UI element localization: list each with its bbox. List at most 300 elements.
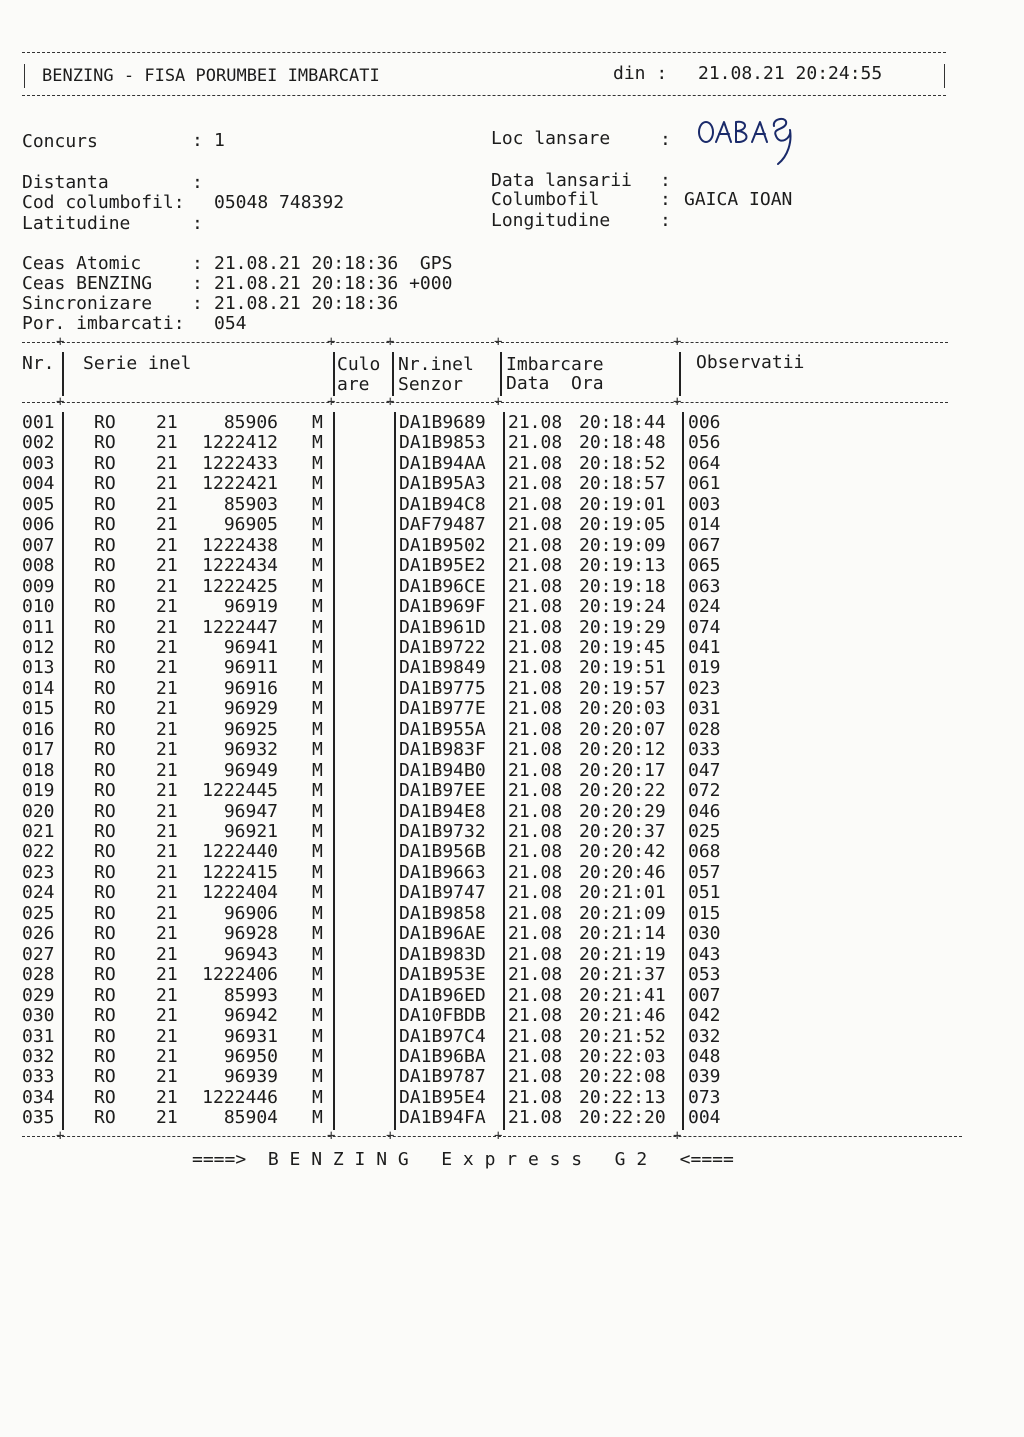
cell-date: 21.08 xyxy=(508,739,563,761)
sincronizare-value: 21.08.21 20:18:36 xyxy=(214,293,399,314)
cell-date: 21.08 xyxy=(508,841,563,863)
longitudine-label: Longitudine xyxy=(491,210,611,231)
cell-sex: M xyxy=(312,1086,323,1108)
table-row xyxy=(22,1108,742,1129)
cell-year: 21 xyxy=(156,821,178,842)
cell-time: 20:19:05 xyxy=(579,514,666,536)
cell-time: 20:18:57 xyxy=(579,473,666,495)
table-row xyxy=(22,761,742,782)
sincronizare-colon: : xyxy=(192,293,203,314)
cell-date: 21.08 xyxy=(508,698,563,720)
cell-ring-number: 96932 xyxy=(223,739,278,761)
cell-observatii: 068 xyxy=(688,841,721,863)
concurs-colon: : xyxy=(192,130,203,151)
cell-nr: 023 xyxy=(22,861,55,883)
cell-nr: 024 xyxy=(22,882,55,904)
cell-country: RO xyxy=(94,412,116,433)
cell-sex: M xyxy=(312,514,323,536)
cell-country: RO xyxy=(94,739,116,761)
cell-observatii: 047 xyxy=(688,759,721,781)
col-header-imbarcare-bottom: Data Ora xyxy=(506,373,604,394)
cell-nr: 027 xyxy=(22,943,55,965)
col-header-nr: Nr. xyxy=(22,353,55,374)
cell-date: 21.08 xyxy=(508,452,563,474)
cell-country: RO xyxy=(94,677,116,699)
cell-country: RO xyxy=(94,902,116,924)
cell-country: RO xyxy=(94,821,116,842)
cell-time: 20:18:44 xyxy=(579,412,666,433)
cell-country: RO xyxy=(94,984,116,1006)
cell-time: 20:20:17 xyxy=(579,759,666,781)
cell-year: 21 xyxy=(156,1025,178,1047)
table-row xyxy=(22,1088,742,1109)
cell-sensor-ring: DA1B953E xyxy=(399,964,486,986)
cell-observatii: 046 xyxy=(688,800,721,822)
cell-observatii: 019 xyxy=(688,657,721,679)
cell-date: 21.08 xyxy=(508,882,563,904)
table-row xyxy=(22,454,742,475)
header-bottom-border xyxy=(22,95,946,96)
cell-country: RO xyxy=(94,657,116,679)
table-row xyxy=(22,433,742,454)
cell-date: 21.08 xyxy=(508,596,563,618)
cell-country: RO xyxy=(94,964,116,986)
cell-observatii: 043 xyxy=(688,943,721,965)
table-row xyxy=(22,597,742,618)
cell-time: 20:19:29 xyxy=(579,616,666,638)
cell-nr: 016 xyxy=(22,718,55,740)
cell-nr: 032 xyxy=(22,1045,55,1067)
cell-observatii: 030 xyxy=(688,923,721,945)
cell-year: 21 xyxy=(156,636,178,658)
cell-sex: M xyxy=(312,1045,323,1067)
column-separator xyxy=(500,352,502,396)
cell-nr: 008 xyxy=(22,555,55,577)
cell-sex: M xyxy=(312,718,323,740)
cell-time: 20:20:03 xyxy=(579,698,666,720)
cell-country: RO xyxy=(94,514,116,536)
table-row xyxy=(22,536,742,557)
cell-country: RO xyxy=(94,596,116,618)
cell-time: 20:19:24 xyxy=(579,596,666,618)
header-top-border xyxy=(22,52,946,53)
cell-observatii: 014 xyxy=(688,514,721,536)
cell-date: 21.08 xyxy=(508,923,563,945)
ceas-atomic-value: 21.08.21 20:18:36 GPS xyxy=(214,253,453,274)
cell-nr: 022 xyxy=(22,841,55,863)
cell-nr: 030 xyxy=(22,1005,55,1027)
cell-observatii: 033 xyxy=(688,739,721,761)
cell-sensor-ring: DA1B94B0 xyxy=(399,759,486,781)
table-row xyxy=(22,577,742,598)
cell-observatii: 064 xyxy=(688,452,721,474)
cell-sensor-ring: DA1B956B xyxy=(399,841,486,863)
cell-time: 20:20:46 xyxy=(579,861,666,883)
cell-sex: M xyxy=(312,984,323,1006)
cell-year: 21 xyxy=(156,1066,178,1088)
cell-sensor-ring: DA1B96CE xyxy=(399,575,486,597)
table-row xyxy=(22,781,742,802)
cell-sensor-ring: DA1B9747 xyxy=(399,882,486,904)
cell-country: RO xyxy=(94,452,116,474)
cell-nr: 010 xyxy=(22,596,55,618)
cell-sex: M xyxy=(312,493,323,515)
cell-sex: M xyxy=(312,432,323,454)
cell-sensor-ring: DA1B97EE xyxy=(399,780,486,802)
cell-observatii: 023 xyxy=(688,677,721,699)
cell-nr: 012 xyxy=(22,636,55,658)
cell-date: 21.08 xyxy=(508,1025,563,1047)
cell-sensor-ring: DA1B9663 xyxy=(399,861,486,883)
cell-observatii: 007 xyxy=(688,984,721,1006)
cell-year: 21 xyxy=(156,432,178,454)
cell-nr: 013 xyxy=(22,657,55,679)
cell-nr: 001 xyxy=(22,412,55,433)
cell-time: 20:19:09 xyxy=(579,534,666,556)
cell-time: 20:22:08 xyxy=(579,1066,666,1088)
table-corner-mark: + xyxy=(494,334,503,350)
cell-sex: M xyxy=(312,534,323,556)
cell-date: 21.08 xyxy=(508,432,563,454)
ceas-benzing-value: 21.08.21 20:18:36 +000 xyxy=(214,273,453,294)
cell-sex: M xyxy=(312,1025,323,1047)
cell-sensor-ring: DA10FBDB xyxy=(399,1005,486,1027)
table-row xyxy=(22,556,742,577)
cell-time: 20:21:01 xyxy=(579,882,666,904)
cell-time: 20:20:12 xyxy=(579,739,666,761)
col-header-serie-inel: Serie inel xyxy=(83,353,192,374)
cell-date: 21.08 xyxy=(508,943,563,965)
cell-date: 21.08 xyxy=(508,534,563,556)
cell-time: 20:22:03 xyxy=(579,1045,666,1067)
cell-year: 21 xyxy=(156,698,178,720)
cell-sex: M xyxy=(312,555,323,577)
table-corner-mark: + xyxy=(386,394,395,410)
footer-banner: ====> B E N Z I N G E x p r e s s G 2 <==== xyxy=(192,1149,734,1170)
table-corner-mark: + xyxy=(386,334,395,350)
cell-date: 21.08 xyxy=(508,514,563,536)
cell-year: 21 xyxy=(156,923,178,945)
table-row xyxy=(22,679,742,700)
cell-time: 20:19:18 xyxy=(579,575,666,597)
cell-sensor-ring: DA1B96AE xyxy=(399,923,486,945)
cell-ring-number: 1222415 xyxy=(202,861,278,883)
cell-country: RO xyxy=(94,432,116,454)
cell-time: 20:21:41 xyxy=(579,984,666,1006)
cell-ring-number: 1222447 xyxy=(202,616,278,638)
column-separator xyxy=(392,352,394,396)
cell-sensor-ring: DA1B96ED xyxy=(399,984,486,1006)
cell-year: 21 xyxy=(156,1005,178,1027)
loc-lansare-handwritten-value xyxy=(694,112,806,176)
cell-nr: 033 xyxy=(22,1066,55,1088)
cell-year: 21 xyxy=(156,1107,178,1129)
column-separator xyxy=(333,352,335,396)
cell-year: 21 xyxy=(156,780,178,802)
cell-sex: M xyxy=(312,677,323,699)
cell-ring-number: 96919 xyxy=(223,596,278,618)
cell-nr: 018 xyxy=(22,759,55,781)
cell-time: 20:20:07 xyxy=(579,718,666,740)
cell-country: RO xyxy=(94,493,116,515)
cell-ring-number: 96911 xyxy=(223,657,278,679)
cell-country: RO xyxy=(94,923,116,945)
cell-time: 20:19:57 xyxy=(579,677,666,699)
table-corner-mark: + xyxy=(673,394,682,410)
cell-time: 20:22:13 xyxy=(579,1086,666,1108)
cell-year: 21 xyxy=(156,473,178,495)
cell-country: RO xyxy=(94,636,116,658)
columbofil-value: GAICA IOAN xyxy=(684,189,793,210)
concurs-label: Concurs xyxy=(22,131,98,152)
cell-nr: 035 xyxy=(22,1107,55,1129)
cell-observatii: 057 xyxy=(688,861,721,883)
cell-country: RO xyxy=(94,575,116,597)
cell-year: 21 xyxy=(156,452,178,474)
cell-sex: M xyxy=(312,473,323,495)
cell-nr: 015 xyxy=(22,698,55,720)
cell-observatii: 003 xyxy=(688,493,721,515)
cell-year: 21 xyxy=(156,616,178,638)
cell-sex: M xyxy=(312,821,323,842)
table-corner-mark: + xyxy=(494,394,503,410)
table-corner-mark: + xyxy=(494,1128,503,1144)
latitudine-colon: : xyxy=(192,213,203,234)
cell-time: 20:22:20 xyxy=(579,1107,666,1129)
cell-ring-number: 1222438 xyxy=(202,534,278,556)
longitudine-colon: : xyxy=(660,210,671,231)
cell-observatii: 065 xyxy=(688,555,721,577)
distanta-label: Distanta xyxy=(22,172,109,193)
cell-nr: 031 xyxy=(22,1025,55,1047)
cell-sex: M xyxy=(312,412,323,433)
cell-year: 21 xyxy=(156,412,178,433)
cell-time: 20:21:52 xyxy=(579,1025,666,1047)
cell-nr: 021 xyxy=(22,821,55,842)
cell-year: 21 xyxy=(156,596,178,618)
cell-nr: 014 xyxy=(22,677,55,699)
cell-sensor-ring: DA1B94FA xyxy=(399,1107,486,1129)
table-top-rule xyxy=(22,342,948,343)
cell-ring-number: 1222433 xyxy=(202,452,278,474)
cell-sensor-ring: DA1B94AA xyxy=(399,452,486,474)
cell-date: 21.08 xyxy=(508,555,563,577)
cell-observatii: 041 xyxy=(688,636,721,658)
data-lansarii-label: Data lansarii xyxy=(491,170,632,191)
cell-sex: M xyxy=(312,575,323,597)
cell-time: 20:19:01 xyxy=(579,493,666,515)
cell-ring-number: 85906 xyxy=(223,412,278,433)
cell-year: 21 xyxy=(156,882,178,904)
cell-sex: M xyxy=(312,861,323,883)
cell-country: RO xyxy=(94,1086,116,1108)
cell-observatii: 056 xyxy=(688,432,721,454)
cell-year: 21 xyxy=(156,514,178,536)
table-row xyxy=(22,924,742,945)
cell-observatii: 048 xyxy=(688,1045,721,1067)
cell-sex: M xyxy=(312,964,323,986)
table-row xyxy=(22,740,742,761)
cell-ring-number: 96947 xyxy=(223,800,278,822)
cell-date: 21.08 xyxy=(508,493,563,515)
table-header-rule xyxy=(22,402,948,403)
cell-ring-number: 96941 xyxy=(223,636,278,658)
cell-nr: 007 xyxy=(22,534,55,556)
cell-country: RO xyxy=(94,1107,116,1129)
cell-year: 21 xyxy=(156,677,178,699)
cell-year: 21 xyxy=(156,1086,178,1108)
table-corner-mark: + xyxy=(673,1128,682,1144)
cell-year: 21 xyxy=(156,800,178,822)
cell-country: RO xyxy=(94,555,116,577)
cell-time: 20:19:51 xyxy=(579,657,666,679)
cell-sensor-ring: DA1B94E8 xyxy=(399,800,486,822)
cell-observatii: 039 xyxy=(688,1066,721,1088)
cell-ring-number: 96949 xyxy=(223,759,278,781)
por-imbarcati-label: Por. imbarcati: xyxy=(22,313,185,334)
cell-country: RO xyxy=(94,759,116,781)
table-corner-mark: + xyxy=(56,394,65,410)
cell-nr: 028 xyxy=(22,964,55,986)
table-row xyxy=(22,638,742,659)
cod-columbofil-label: Cod columbofil: xyxy=(22,192,185,213)
ceas-atomic-label: Ceas Atomic xyxy=(22,253,142,274)
cell-sensor-ring: DA1B95E2 xyxy=(399,555,486,577)
cell-observatii: 015 xyxy=(688,902,721,924)
cell-ring-number: 96906 xyxy=(223,902,278,924)
cell-sex: M xyxy=(312,698,323,720)
table-corner-mark: + xyxy=(327,394,336,410)
cell-sex: M xyxy=(312,882,323,904)
header-right-border xyxy=(944,64,945,88)
table-bottom-rule xyxy=(22,1136,962,1137)
cell-ring-number: 96950 xyxy=(223,1045,278,1067)
cell-sex: M xyxy=(312,923,323,945)
cell-ring-number: 1222434 xyxy=(202,555,278,577)
cell-ring-number: 85904 xyxy=(223,1107,278,1129)
col-header-nr-inel-bottom: Senzor xyxy=(398,374,464,395)
table-corner-mark: + xyxy=(673,334,682,350)
cell-sensor-ring: DA1B9853 xyxy=(399,432,486,454)
cell-sex: M xyxy=(312,636,323,658)
cell-time: 20:21:46 xyxy=(579,1005,666,1027)
cell-ring-number: 96943 xyxy=(223,943,278,965)
cell-sensor-ring: DA1B9849 xyxy=(399,657,486,679)
por-imbarcati-value: 054 xyxy=(214,313,247,334)
cell-date: 21.08 xyxy=(508,759,563,781)
cell-country: RO xyxy=(94,861,116,883)
cell-sensor-ring: DA1B955A xyxy=(399,718,486,740)
data-lansarii-colon: : xyxy=(660,170,671,191)
cell-sensor-ring: DA1B9775 xyxy=(399,677,486,699)
cell-nr: 005 xyxy=(22,493,55,515)
cell-sex: M xyxy=(312,841,323,863)
cell-nr: 029 xyxy=(22,984,55,1006)
cell-country: RO xyxy=(94,780,116,802)
cell-ring-number: 1222445 xyxy=(202,780,278,802)
table-row xyxy=(22,515,742,536)
cell-country: RO xyxy=(94,718,116,740)
cell-nr: 034 xyxy=(22,1086,55,1108)
cell-date: 21.08 xyxy=(508,964,563,986)
ceas-benzing-label: Ceas BENZING xyxy=(22,273,153,294)
cell-observatii: 061 xyxy=(688,473,721,495)
table-row xyxy=(22,413,742,434)
cell-year: 21 xyxy=(156,943,178,965)
din-label: din : xyxy=(613,63,668,84)
cell-country: RO xyxy=(94,1066,116,1088)
cell-sex: M xyxy=(312,657,323,679)
cell-year: 21 xyxy=(156,575,178,597)
cell-ring-number: 96929 xyxy=(223,698,278,720)
columbofil-label: Columbofil xyxy=(491,189,600,210)
cell-time: 20:19:13 xyxy=(579,555,666,577)
cell-sex: M xyxy=(312,800,323,822)
cell-sensor-ring: DA1B9722 xyxy=(399,636,486,658)
cell-ring-number: 96928 xyxy=(223,923,278,945)
table-row xyxy=(22,986,742,1007)
cell-date: 21.08 xyxy=(508,575,563,597)
cell-ring-number: 96925 xyxy=(223,718,278,740)
table-row xyxy=(22,1067,742,1088)
cell-sex: M xyxy=(312,1107,323,1129)
cell-time: 20:18:48 xyxy=(579,432,666,454)
cell-observatii: 053 xyxy=(688,964,721,986)
table-row xyxy=(22,842,742,863)
cell-time: 20:20:42 xyxy=(579,841,666,863)
cell-year: 21 xyxy=(156,739,178,761)
col-header-nr-inel-top: Nr.inel xyxy=(398,354,474,375)
cell-date: 21.08 xyxy=(508,677,563,699)
cell-date: 21.08 xyxy=(508,821,563,842)
cell-ring-number: 1222440 xyxy=(202,841,278,863)
cell-observatii: 025 xyxy=(688,821,721,842)
cell-date: 21.08 xyxy=(508,616,563,638)
cell-observatii: 063 xyxy=(688,575,721,597)
table-corner-mark: + xyxy=(327,334,336,350)
cell-ring-number: 1222425 xyxy=(202,575,278,597)
cell-sensor-ring: DA1B983D xyxy=(399,943,486,965)
table-row xyxy=(22,945,742,966)
cod-columbofil-value: 05048 748392 xyxy=(214,192,345,213)
cell-country: RO xyxy=(94,1005,116,1027)
cell-observatii: 028 xyxy=(688,718,721,740)
cell-sensor-ring: DA1B94C8 xyxy=(399,493,486,515)
cell-time: 20:20:29 xyxy=(579,800,666,822)
loc-lansare-colon: : xyxy=(660,129,671,150)
cell-ring-number: 96939 xyxy=(223,1066,278,1088)
table-row xyxy=(22,618,742,639)
cell-sensor-ring: DA1B9787 xyxy=(399,1066,486,1088)
cell-year: 21 xyxy=(156,657,178,679)
cell-time: 20:20:37 xyxy=(579,821,666,842)
table-row xyxy=(22,495,742,516)
cell-observatii: 073 xyxy=(688,1086,721,1108)
cell-sensor-ring: DA1B95E4 xyxy=(399,1086,486,1108)
cell-year: 21 xyxy=(156,493,178,515)
cell-date: 21.08 xyxy=(508,902,563,924)
cell-observatii: 032 xyxy=(688,1025,721,1047)
cell-date: 21.08 xyxy=(508,636,563,658)
cell-nr: 004 xyxy=(22,473,55,495)
cell-date: 21.08 xyxy=(508,1086,563,1108)
table-corner-mark: + xyxy=(327,1128,336,1144)
table-row xyxy=(22,1047,742,1068)
cell-country: RO xyxy=(94,534,116,556)
table-row xyxy=(22,658,742,679)
cell-time: 20:18:52 xyxy=(579,452,666,474)
latitudine-label: Latitudine xyxy=(22,213,131,234)
